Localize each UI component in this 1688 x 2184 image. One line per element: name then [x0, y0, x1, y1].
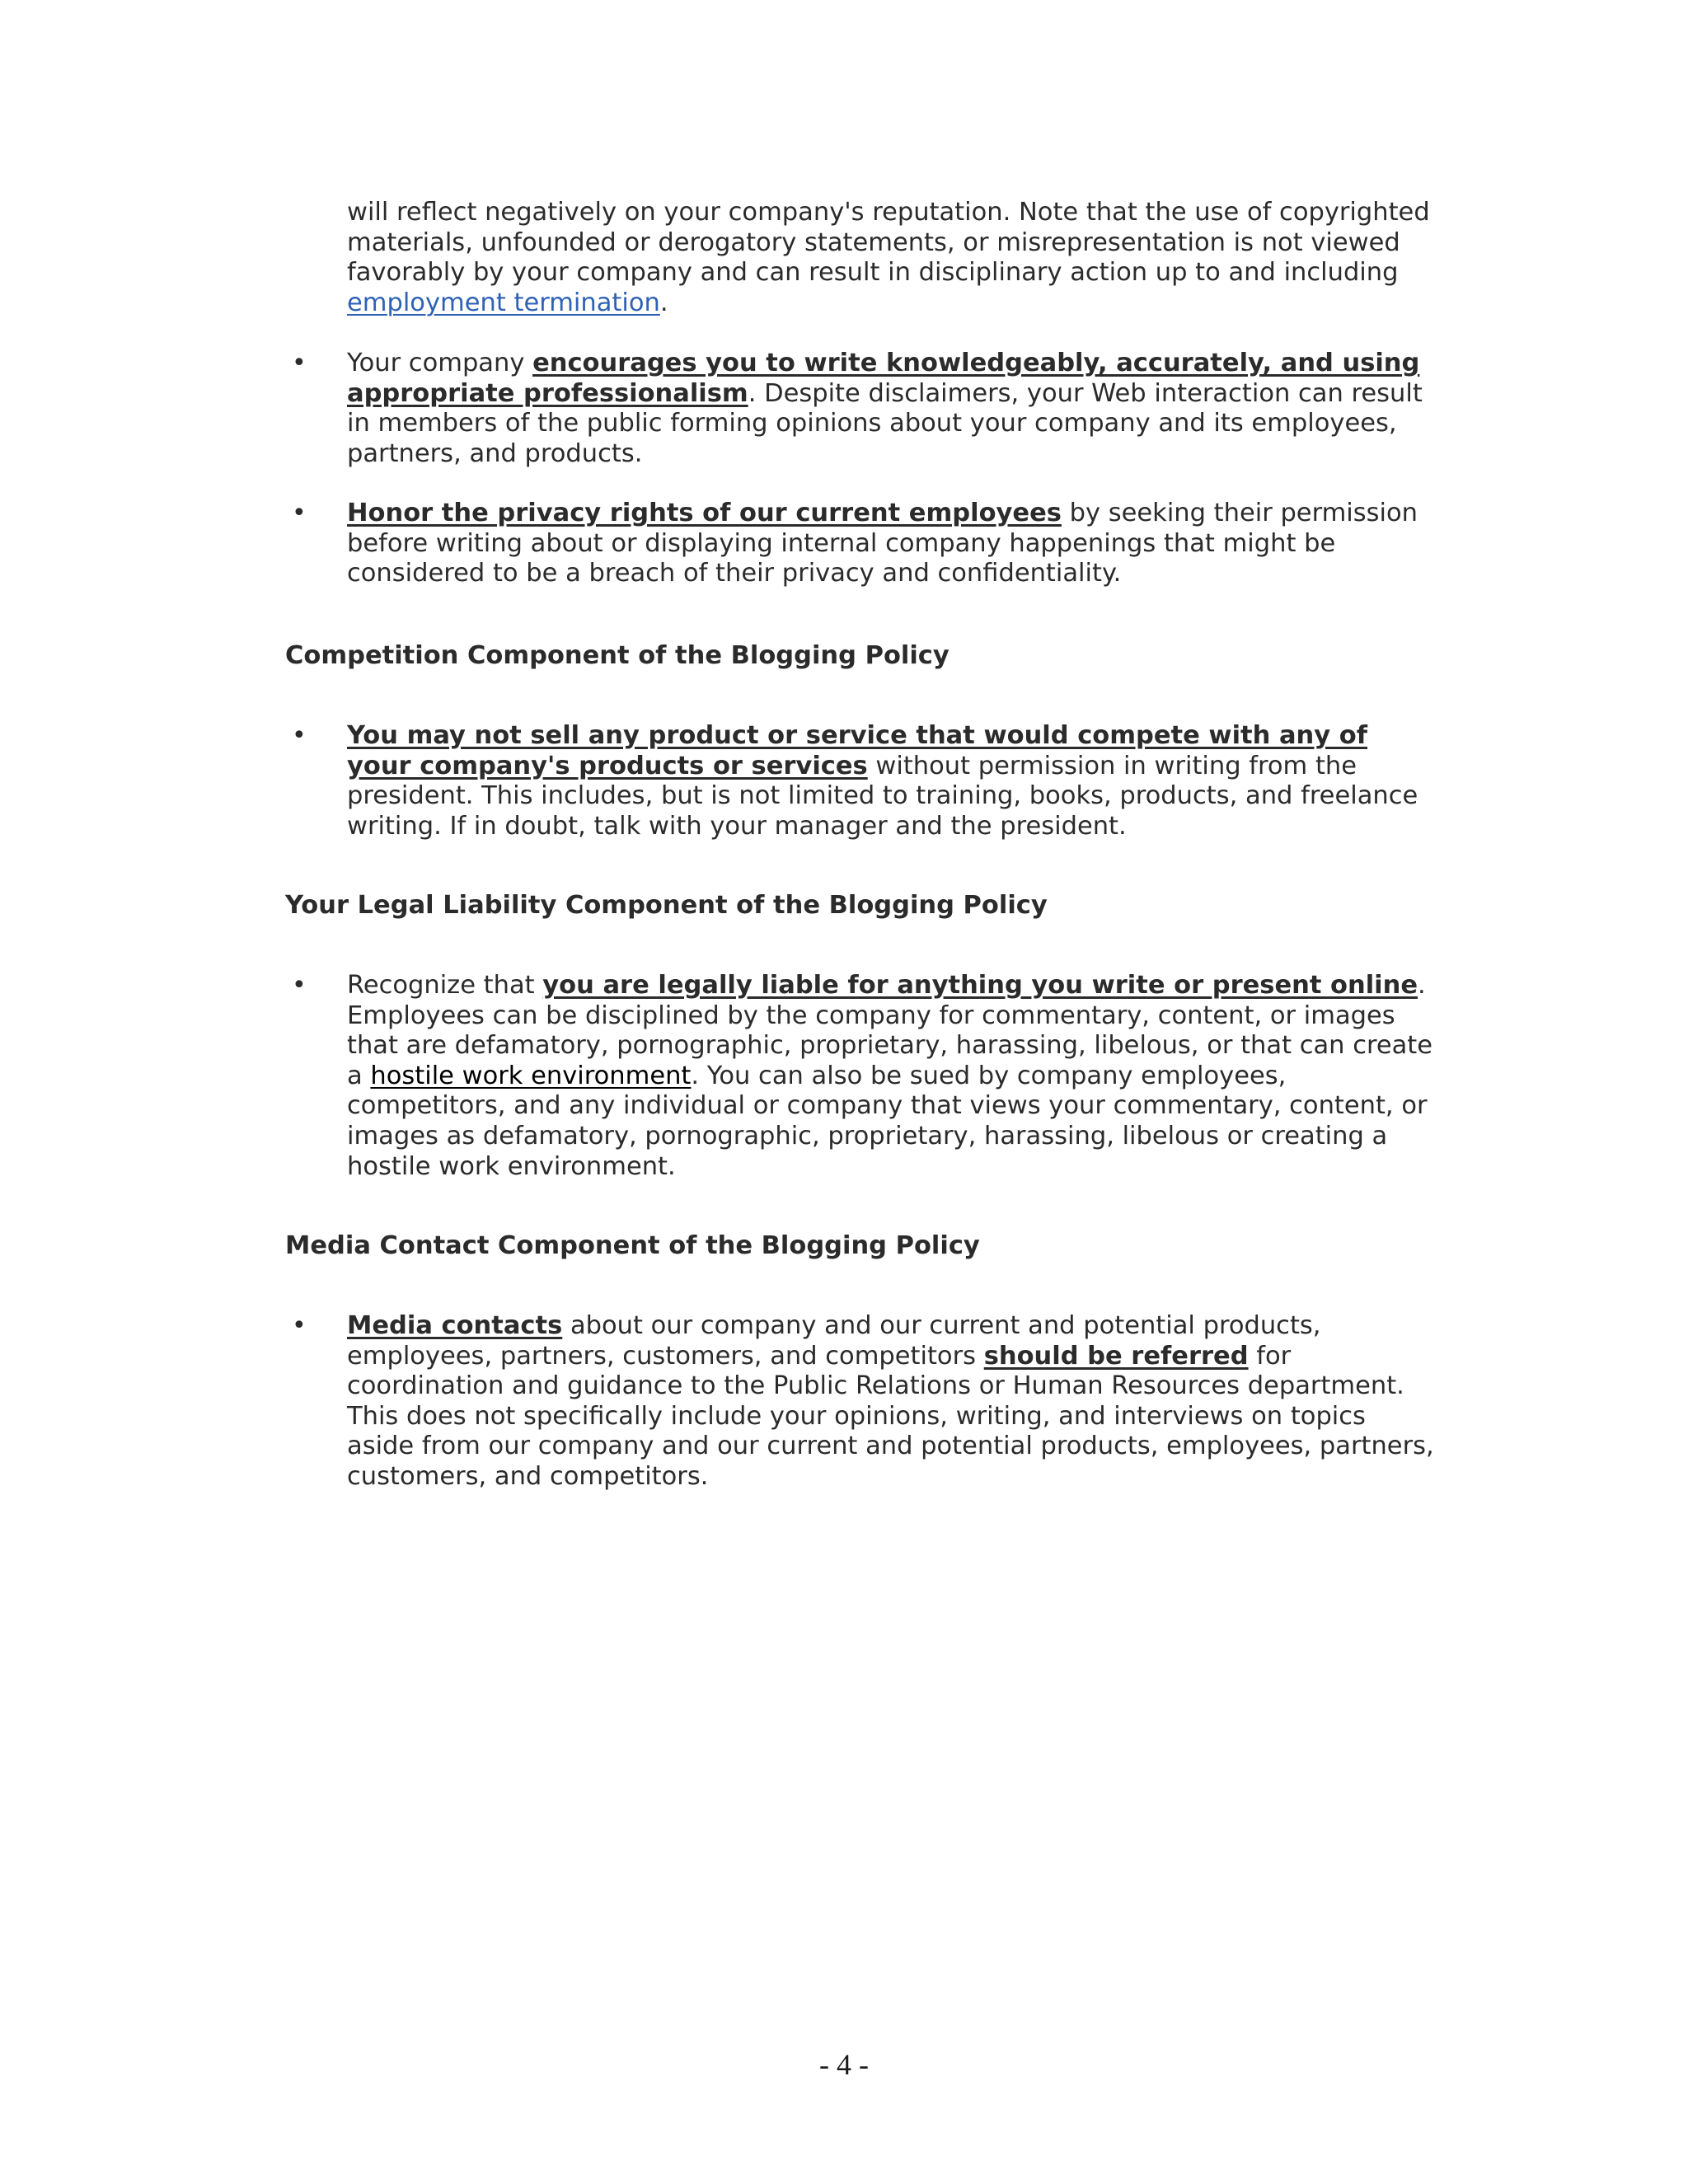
section-heading-legal-liability: Your Legal Liability Component of the Blogging Policy — [285, 891, 1048, 920]
hostile-work-environment-link[interactable]: hostile work environment — [370, 1061, 692, 1090]
emphasis-text: you are legally liable for anything you write or present online — [542, 971, 1418, 1000]
section-heading-media-contact: Media Contact Component of the Blogging Policy — [285, 1231, 980, 1260]
emphasis-text: should be referred — [983, 1341, 1249, 1371]
emphasis-text: encourages you to write knowledgeably, accurately, and using appropriate professionalism — [347, 349, 1420, 408]
list-item-text — [347, 721, 1439, 841]
continuation-text: will reflect negatively on your company's reputation. Note that the use of copyrighted materials, unfounded or derogatory statements, or misrepresentation is not viewed favorably by your company and can result in disciplinary action up to and including — [347, 198, 1430, 288]
bullet-icon: • — [292, 721, 307, 750]
list-item-text — [347, 499, 1439, 589]
bullet-icon: • — [292, 349, 307, 377]
bullet-icon: • — [292, 499, 307, 527]
emphasis-text: Media contacts — [347, 1311, 563, 1340]
employment-termination-link[interactable]: employment termination — [347, 288, 660, 317]
list-item-post: without permission in writing from the president. This includes, but is not limited to training, books, products, and freelance writing. If in doubt, talk with your manager and the president. — [347, 751, 1418, 841]
list-item — [285, 499, 1439, 589]
list-item-post: . You can also be sued by company employees, competitors, and any individual or company that views your commentary, content, or images as defamatory, pornographic, proprietary, harassing, libelous or creating a hostile work environment. — [347, 1061, 1428, 1181]
continuation-paragraph — [347, 198, 1435, 318]
list-item-pre: Recognize that — [347, 971, 543, 1000]
bullet-icon: • — [292, 1311, 307, 1340]
list-item-text — [347, 349, 1439, 469]
emphasis-text: Honor the privacy rights of our current employees — [347, 499, 1062, 527]
list-item-post: . Despite disclaimers, your Web interaction can result in members of the public forming opinions about your company and its employees, partners, and products. — [347, 378, 1423, 468]
list-item — [285, 1311, 1439, 1493]
continuation-end: . — [659, 288, 668, 317]
bullet-icon: • — [292, 971, 307, 1000]
list-item — [285, 971, 1439, 1182]
section-heading-competition: Competition Component of the Blogging Policy — [285, 641, 950, 670]
list-item-pre: Your company — [347, 349, 533, 377]
list-item-mid: . Employees can be disciplined by the company for commentary, content, or images that are defamatory, pornographic, proprietary, harassing, libelous, or that can create a — [347, 971, 1433, 1090]
emphasis-text: You may not sell any product or service that would compete with any of your company's products or services — [347, 721, 1367, 780]
list-item-text — [347, 971, 1439, 1182]
page-number: - 4 - — [819, 2048, 869, 2081]
list-item-mid: about our company and our current and potential products, employees, partners, customers, and competitors — [347, 1311, 1321, 1371]
list-item-text — [347, 1311, 1439, 1493]
list-item-post: by seeking their permission before writing about or displaying internal company happenings that might be considered to be a breach of their privacy and confidentiality. — [347, 499, 1418, 588]
list-item — [285, 721, 1439, 841]
list-item — [285, 349, 1439, 469]
list-item-post: for coordination and guidance to the Public Relations or Human Resources department. This does not specifically include your opinions, writing, and interviews on topics aside from our company and our current and potential products, employees, partners, customers, and competitors. — [347, 1341, 1434, 1491]
